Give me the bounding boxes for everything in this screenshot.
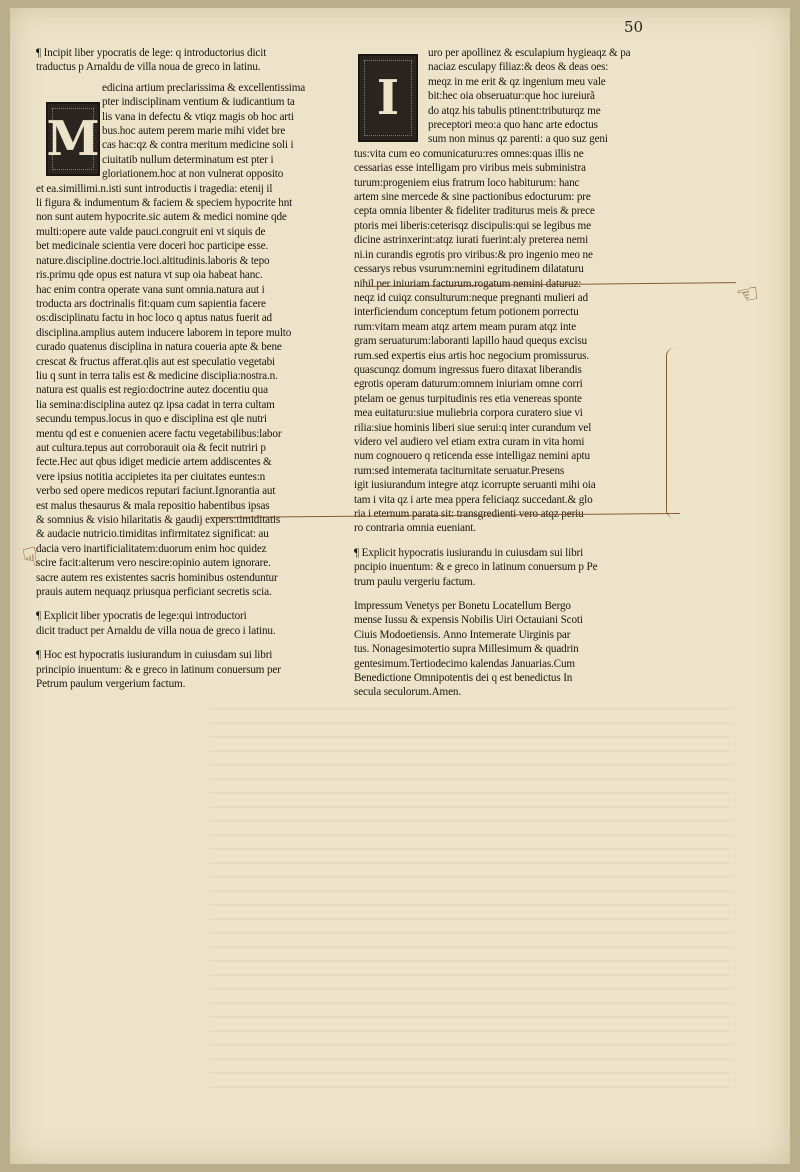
text-line: tam i vita qz i arte mea ppera feliciaqz succedant.& glo bbox=[354, 493, 593, 506]
text-line: non sunt autem hypocrite.sic autem & medici nomine qde bbox=[36, 211, 287, 224]
text-line: ciuitatib nullum determinatum est pter i bbox=[102, 153, 274, 166]
text-line: ris.primu qde opus est natura vt sup oia habeat hanc. bbox=[36, 269, 263, 282]
colophon bbox=[354, 599, 684, 700]
text-line: gentesimum.Tertiodecimo kalendas Januarias.Cum bbox=[354, 657, 575, 670]
text-line: bus.hoc autem perem marie mihi videt bre bbox=[102, 125, 286, 138]
text-line: curado quatenus disciplina in natura coueria apte & bene bbox=[36, 341, 282, 354]
text-line: do atqz his tabulis ptinent:tributurqz me bbox=[428, 104, 601, 117]
text-line: Petrum paulum vergerium factum. bbox=[36, 678, 186, 691]
text-line: cas hac:qz & contra meritum medicine soli i bbox=[102, 139, 294, 152]
text-line: natura est qualis est regio:doctrine autez docentiu qua bbox=[36, 384, 268, 397]
text-line: naciaz esculapy filiaz:& deos & deas oes: bbox=[428, 61, 609, 74]
text-line: sum non minus qz parenti: a quo suz geni bbox=[428, 133, 608, 146]
text-line: bit:hec oia obseruatur:que hoc iureiurã bbox=[428, 90, 595, 103]
drop-cap-m: M bbox=[46, 102, 100, 176]
text-line: lis vana in defectu & vtiqz magis ob hoc arti bbox=[102, 110, 294, 123]
folio-number: 50 bbox=[624, 18, 644, 36]
text-line: tus:vita cum eo comunicaturu:res omnes:quas illis ne bbox=[354, 147, 584, 160]
text-line: secula seculorum.Amen. bbox=[354, 686, 461, 699]
book-page bbox=[10, 8, 790, 1164]
text-line: sacre autem res existentes sacris hominibus ostenduntur bbox=[36, 571, 278, 584]
text-line: rum:sed intemerata taciturnitate seruatur.Presens bbox=[354, 464, 565, 477]
text-line: prauis autem nequaqz priusqua perficiant secretis scia. bbox=[36, 586, 272, 599]
text-line: ro contraria omnia eueniant. bbox=[354, 522, 476, 535]
text-line: gloriationem.hoc at non vulnerat opposito bbox=[102, 168, 284, 181]
text-line: dacia vero inartificialitatem:duorum enim hoc quidez bbox=[36, 542, 267, 555]
text-line: principio inuentum: & e greco in latinum conuersum per bbox=[36, 663, 281, 676]
text-line: bet medicinale scientia vere doceri hoc participe esse. bbox=[36, 240, 269, 253]
text-line: tus. Nonagesimotertio supra Millesimum & quadrin bbox=[354, 643, 579, 656]
left-column bbox=[36, 46, 366, 691]
text-line: ¶ Hoc est hypocratis iusiurandum in cuiusdam sui libri bbox=[36, 649, 273, 662]
text-line: scire facit:alterum vero nescire:opinio autem ignorare. bbox=[36, 557, 271, 570]
text-line: aut cultura.tepus aut corroborauit oia & fecit nutriri p bbox=[36, 441, 266, 454]
text-line: mense Iussu & expensis Nobilis Uiri Octauiani Scoti bbox=[354, 614, 583, 627]
text-line: cessarias esse intelligam pro viribus meis subministra bbox=[354, 162, 586, 175]
text-line: ria i eternum parata sit: transgredienti vero atqz periu bbox=[354, 508, 584, 520]
text-line: hac enim contra operate vana sunt omnia.natura aut i bbox=[36, 283, 265, 296]
text-line: uro per apollinez & esculapium hygieaqz & pa bbox=[428, 47, 631, 59]
col1-incipit-oath bbox=[36, 648, 366, 691]
text-line: nature.discipline.doctrie.loci.altitudinis.laboris & tepo bbox=[36, 254, 270, 267]
text-line: vere ipsius notitia accipietes ita per ciuitates euntes:n bbox=[36, 470, 266, 483]
text-line: crescat & fructus afferat.qlis aut est speculatio vegetabi bbox=[36, 355, 275, 368]
text-line: secundu tempus.locus in quo e disciplina est qle nutri bbox=[36, 413, 267, 426]
text-line: troducta ars doctrinalis fit:quam cum sapientia facere bbox=[36, 297, 266, 310]
text-line: interficiendum conceptum fetum potionem porrectu bbox=[354, 306, 579, 319]
text-line: dicit traduct per Arnaldu de villa noua de greco i latinu. bbox=[36, 624, 276, 637]
text-line: artem sine mercede & sine pactionibus edocturum: pre bbox=[354, 191, 591, 204]
col1-explicit bbox=[36, 609, 366, 638]
text-line: Benedictione Omnipotentis dei q est benedictus In bbox=[354, 672, 573, 685]
text-line: lia semina:disciplina autez qz ipsa cadat in terra cultam bbox=[36, 398, 275, 411]
text-line: mea euitaturu:siue muliebria corpora curatero siue vi bbox=[354, 407, 583, 420]
text-line: pter indisciplinam ventium & iudicantium ta bbox=[102, 96, 295, 109]
text-line: et ea.simillimi.n.isti sunt introductis i tragedia: etenij il bbox=[36, 182, 273, 195]
text-line: quascunqz domum ingressus fuero ditaxat liberandis bbox=[354, 363, 582, 376]
text-line: ni.in curandis egrotis pro viribus:& pro ingenio meo ne bbox=[354, 248, 593, 261]
text-line: cessarys rebus vsurum:nemini egritudinem dilataturu bbox=[354, 263, 584, 276]
text-line: videro vel audiero vel etiam extra curam in vita homi bbox=[354, 435, 585, 448]
text-line: igit iusiurandum integre atqz icorrupte seruanti mihi oia bbox=[354, 479, 596, 492]
text-line: egrotis operam daturum:omnem iniuriam omne corri bbox=[354, 378, 583, 391]
text-line: cepta omnia libenter & fideliter traditurus meis & prece bbox=[354, 205, 595, 218]
text-line: rum:vitam meam atqz artem meam puram atqz inte bbox=[354, 320, 577, 333]
text-line: mentu qd est e conuenien acere factu vegetabilibus:labor bbox=[36, 427, 282, 440]
text-line: liu q sunt in terra talis est & medicine disciplia:nostra.n. bbox=[36, 369, 278, 382]
text-line: traductus p Arnaldu de villa noua de greco in latinu. bbox=[36, 61, 261, 74]
manicule-icon: ☞ bbox=[12, 542, 47, 572]
text-line: rum.sed expertis eius artis hoc negocium promissurus. bbox=[354, 349, 590, 362]
text-line: ptoris mei liberis:ceterisqz discipulis:qui se legibus me bbox=[354, 219, 591, 232]
text-line: dicine astrinxerint:atqz iurati fuerint:aly preterea nemi bbox=[354, 234, 589, 247]
text-line: turum:progeniem eius fratrum loco habiturum: hanc bbox=[354, 176, 580, 189]
right-column bbox=[354, 46, 684, 700]
text-line: num cognouero q reticenda esse intelligaz nemini aptu bbox=[354, 450, 590, 463]
text-line: & audacie nutricio.timiditas infirmitatez significat: au bbox=[36, 528, 269, 541]
text-line: pncipio inuentum: & e greco in latinum conuersum p Pe bbox=[354, 561, 598, 574]
text-line: os:disciplinatu factu in hoc loco q aptus natus fuerit ad bbox=[36, 312, 272, 325]
text-line: ptelam oe genus turpitudinis res etia venereas sponte bbox=[354, 392, 582, 405]
text-line: ¶ Explicit liber ypocratis de lege:qui introductori bbox=[36, 610, 247, 623]
col2-oath-text bbox=[354, 46, 684, 536]
text-line: ¶ Explicit hypocratis iusiurandu in cuiusdam sui libri bbox=[354, 546, 584, 559]
text-line: est malus thesaurus & mala repositio habentibus ipsas bbox=[36, 499, 270, 512]
text-line: nihil per iniuriam facturum.rogatum nemini daturuz: bbox=[354, 277, 582, 290]
text-line: li figura & indumentum & faciem & speciem hypocrite hnt bbox=[36, 197, 293, 210]
text-line: ¶ Incipit liber ypocratis de lege: q introductorius dicit bbox=[36, 47, 267, 59]
text-line: edicina artium preclarissima & excellentissima bbox=[102, 81, 306, 94]
col2-explicit bbox=[354, 546, 684, 589]
text-line: Ciuis Modoetiensis. Anno Intemerate Uirginis par bbox=[354, 628, 571, 641]
text-line: neqz id cuiqz consulturum:neque pregnanti mulieri ad bbox=[354, 291, 588, 304]
drop-cap-i: I bbox=[358, 54, 418, 142]
text-line: preceptori meo:a quo hanc arte edoctus bbox=[428, 119, 598, 132]
text-line: gram seruaturum:laboranti lapillo haud quequs excisu bbox=[354, 335, 587, 348]
text-line: meqz in me erit & qz ingenium meu vale bbox=[428, 75, 606, 88]
text-line: & somnius & visio hilaritatis & gaudij expers:timiditatis bbox=[36, 514, 281, 526]
text-line: trum paulu vergeriu factum. bbox=[354, 575, 476, 588]
manicule-icon: ☜ bbox=[733, 278, 762, 312]
text-line: multi:opere aute valde pauci.congruit eni vt siquis de bbox=[36, 225, 266, 238]
text-line: fecte.Hec aut qbus idiget medicie artem addiscentes & bbox=[36, 456, 272, 469]
text-line: verbo sed opere medicos reputari faciunt.Ignorantia aut bbox=[36, 485, 276, 498]
text-line: rilia:siue hominis liberi siue serui:q inter curandum vel bbox=[354, 421, 592, 434]
text-line: Impressum Venetys per Bonetu Locatellum Bergo bbox=[354, 600, 571, 613]
show-through-texture bbox=[210, 708, 730, 1088]
text-line: disciplina.amplius autem inducere laborem in tepore multo bbox=[36, 326, 292, 339]
manuscript-bracket bbox=[666, 348, 683, 518]
